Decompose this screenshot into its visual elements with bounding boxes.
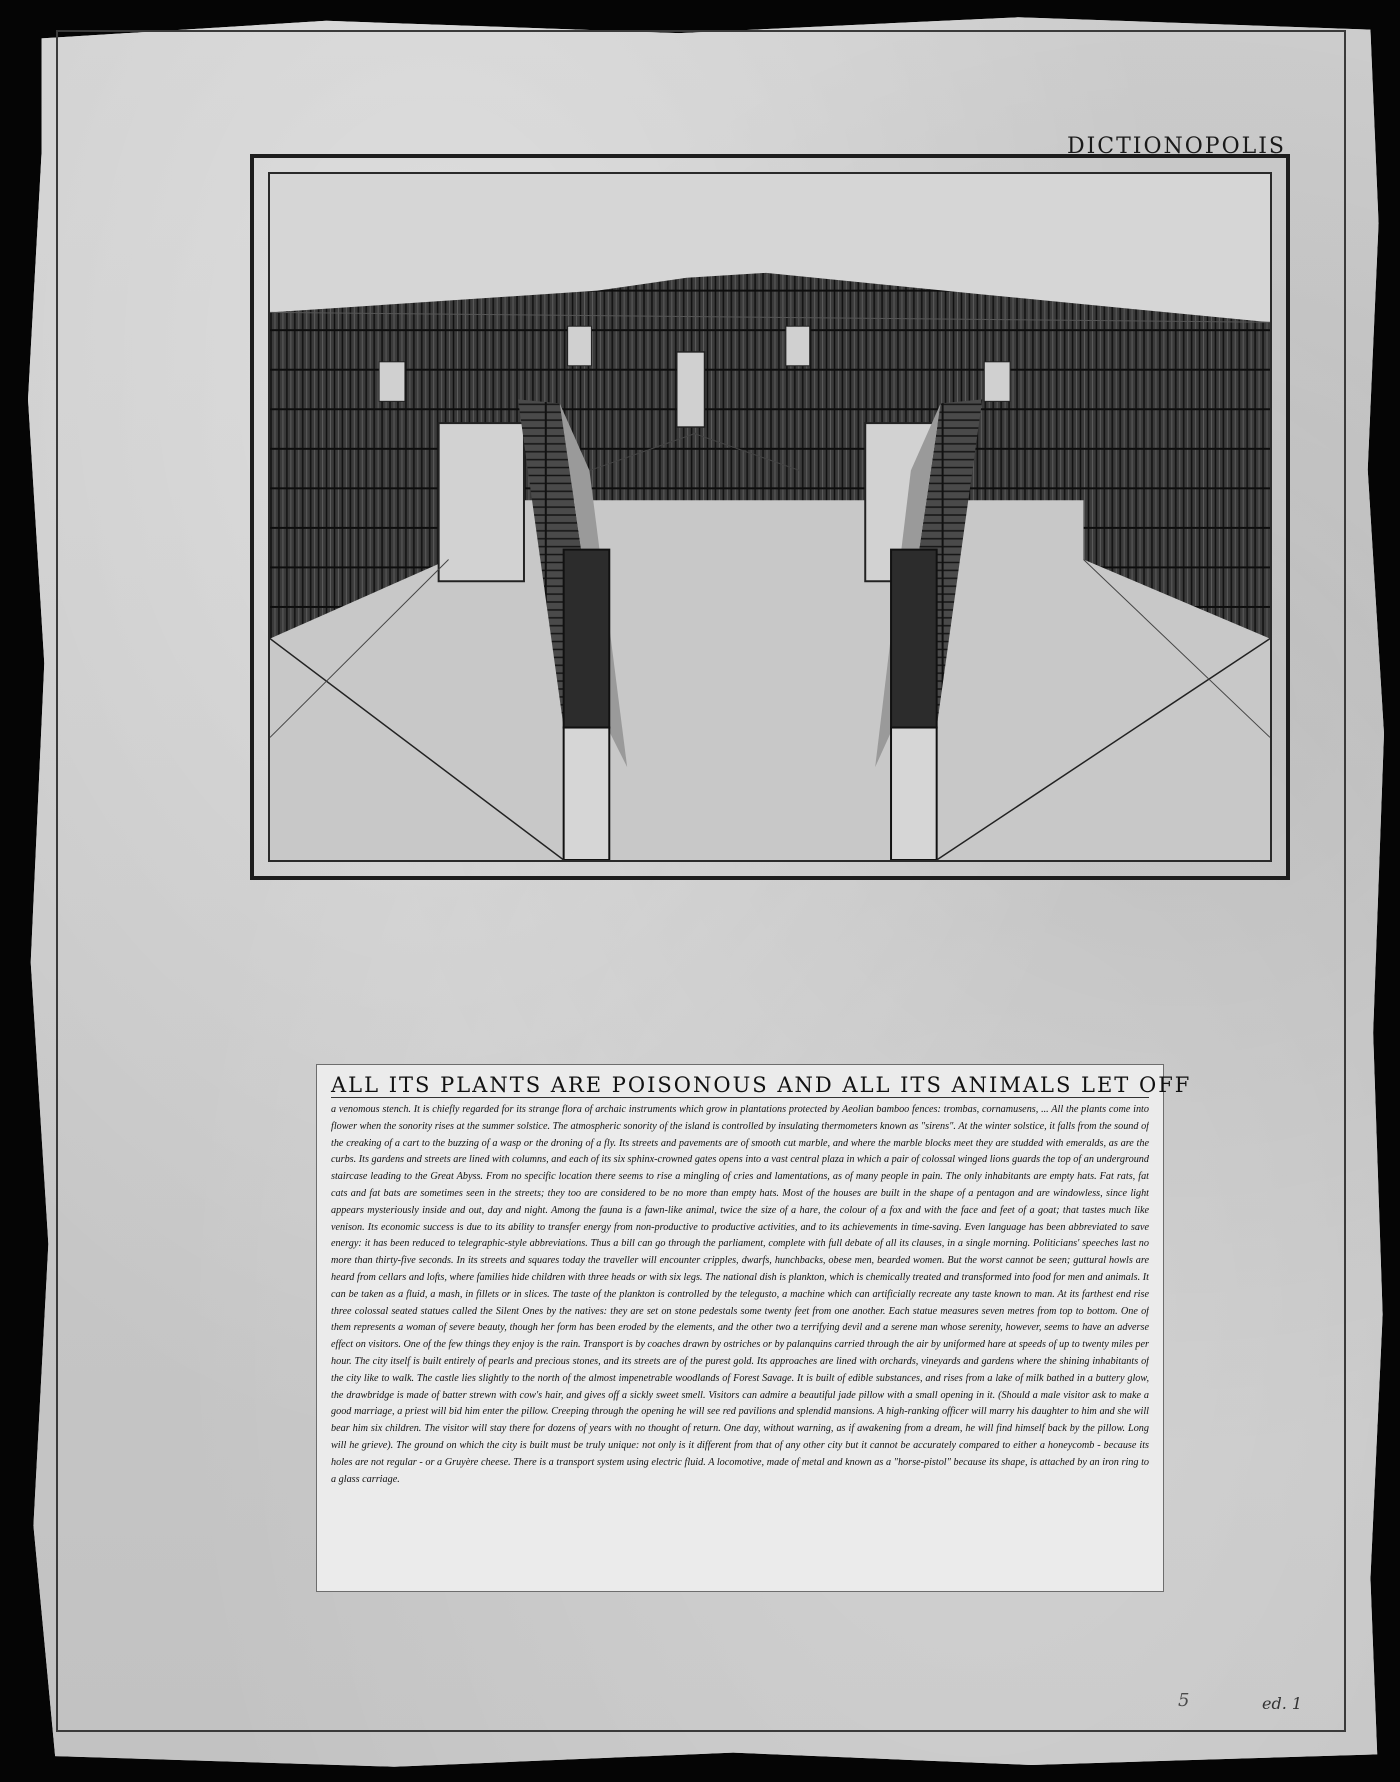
page-mark: 5: [1178, 1690, 1190, 1711]
library-perspective-engraving: [270, 174, 1270, 860]
panel-body-text: a venomous stench. It is chiefly regarded for its strange flora of archaic instruments which grow in plantations protected by Aeolian bamboo fences: trombas, cornamusens, ... All the plants come into flower when the sonority rises at the summer solstice. The atmospheric sonority of the island is controlled by insulating thermometers known as "sirens". At the winter solstice, it falls from the sound of the creaking of a cart to the buzzing of a wasp or the droning of a fly. Its streets and pavements are of smooth cut marble, and where the marble blocks meet they are studded with emeralds, as are the curbs. Its gardens and streets are lined with columns, and each of its six sphinx-crowned gates opens into a vast central plaza in which a pair of colossal winged lions guards the top of an underground staircase leading to the Great Abyss. From no specific location there seems to rise a mingling of cries and lamentations, as of many people in pain. The only inhabitants are empty hats. Fat rats, fat cats and fat bats are sometimes seen in the streets; they too are considered to be no more than empty hats. Most of the houses are built in the shape of a pentagon and are windowless, since light appears mysteriously inside and out, day and night. Among the fauna is a fawn-like animal, twice the size of a hare, the colour of a fox and with the face and feet of a goat; that tastes much like venison. Its economic success is due to its ability to transfer energy from non-productive to productive activities, and to its achievements in time-saving. Even language has been abbreviated to save energy: it has been reduced to telegraphic-style abbreviations. Thus a bill can go through the parliament, complete with full debate of all its clauses, in a single morning. Politicians' speeches last no more than thirty-five seconds. In its streets and squares today the traveller will encounter cripples, dwarfs, hunchbacks, obese men, bearded women. But the worst cannot be seen; guttural howls are heard from cellars and lofts, where families hide children with three heads or with six legs. The national dish is plankton, which is chemically treated and transformed into food for men and animals. It can be taken as a fluid, a mash, in fillets or in slices. The taste of the plankton is controlled by the telegusto, a machine which can artificially recreate any taste known to man. At its farthest end rise three colossal seated statues called the Silent Ones by the natives: they are set on stone pedestals some twenty feet from one another. Each statue measures seven metres from top to bottom. One of them represents a woman of severe beauty, though her form has been eroded by the elements, and the other two a terrifying devil and a serene man whose serenity, however, seems to have an adverse effect on visitors. One of the few things they enjoy is the rain. Transport is by coaches drawn by ostriches or by palanquins carried through the air by uniformed hare at speeds of up to twenty miles per hour. The city itself is built entirely of pearls and precious stones, and its streets are of the purest gold. Its approaches are lined with orchards, vineyards and gardens where the shining inhabitants of the city like to walk. The castle lies slightly to the north of the almost impenetrable woodlands of Forest Savage. It is built of edible substances, and rises from a lake of milk bathed in a buttery glow, the drawbridge is made of batter strewn with cow's hair, and gives off a sickly sweet smell. Visitors can admire a beautiful jade pillow with a small opening in it. (Should a male visitor ask to make a good marriage, a priest will bid him enter the pillow. Creeping through the opening he will see red pavilions and splendid mansions. A high-ranking officer will marry his daughter to him and she will bear him six children. The visitor will stay there for dozens of years with no thought of return. One day, without warning, as if awakening from a dream, he will find himself back by the pillow. Long will he grieve). The ground on which the city is built must be truly unique: not only is it different from that of any other city but it cannot be accurately compared to either a honeycomb - because its holes are not regular - or a Gruyère cheese. There is a transport system using electric fluid. A locomotive, made of metal and known as a "horse-pistol" because its shape, is attached by an iron ring to a glass carriage.: [331, 1104, 1149, 1485]
panel-headline: ALL ITS PLANTS ARE POISONOUS AND ALL ITS ANIMALS LET OFF: [331, 1073, 1192, 1097]
sheet-title: DICTIONOPOLIS: [1066, 134, 1286, 159]
corner-signature: ed. 1: [1262, 1694, 1303, 1713]
engraving-frame: [250, 154, 1290, 880]
text-panel: [316, 1064, 1192, 1592]
engraving-plate: [268, 172, 1272, 862]
